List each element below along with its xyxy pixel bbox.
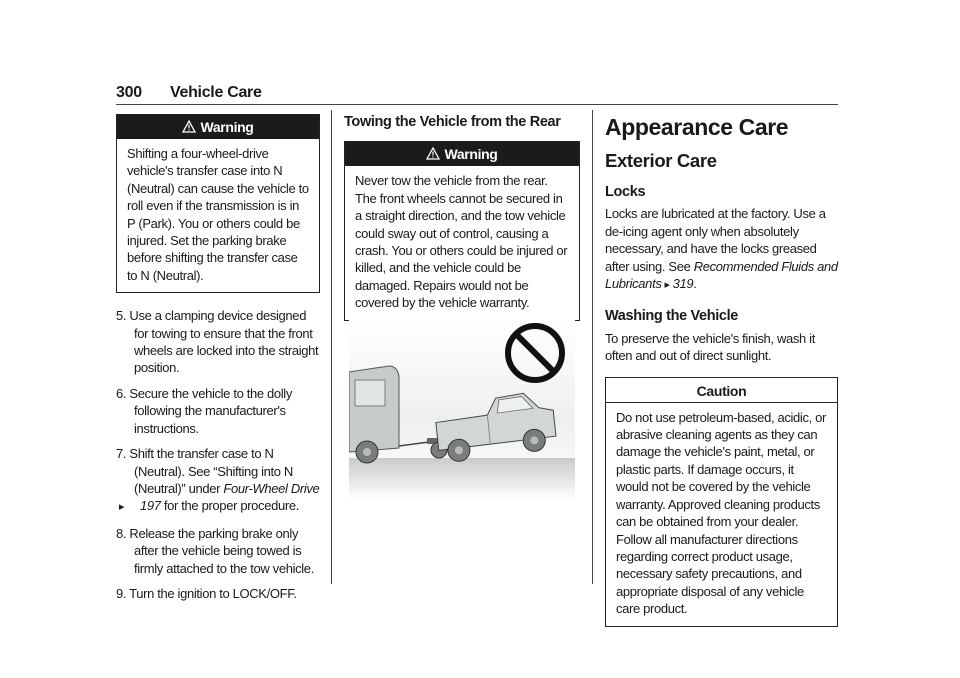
list-item: 5. Use a clamping device designed for towing to ensure that the front wheels are locked into the straight position. [116,308,319,376]
page-header [116,84,838,105]
subsection-heading: Locks [605,184,646,200]
locks-paragraph: Locks are lubricated at the factory. Use a de-icing agent only when absolutely necessary, and have the locks greased after using. See Recommended Fluids and Lubricants ▸ 319. [605,205,838,294]
warning-header [117,115,319,139]
list-item: 8. Release the parking brake only after the vehicle being towed is firmly attached to the tow vehicle. [116,525,314,576]
warning-title: Warning [444,146,498,163]
page-reference-icon: ▸ [664,279,670,292]
caution-header: Caution [606,378,837,403]
step-text-tail: for the proper procedure. [163,498,299,514]
middle-column [344,114,580,321]
cross-reference-link[interactable]: Four-Wheel Drive [223,480,320,496]
warning-title: Warning [200,119,254,135]
caution-box [605,377,838,627]
warning-text: Never tow the vehicle from the rear. The front wheels cannot be secured in a straight direction, and the tow vehicle could sway out of control, causing a crash. You or others could be injured or killed, and the vehicle could be damaged. Repairs would not be covered by the vehicle warranty. [355,173,568,311]
left-column [116,114,320,610]
page-title: Appearance Care [605,114,789,140]
page-number: 300 [116,84,142,101]
locks-text: Locks are lubricated at the factory. Use a de-icing agent only when absolutely necessary, and have the locks greased after using. See [605,206,826,274]
page-reference[interactable]: 319 [672,276,694,292]
caution-text: Do not use petroleum-based, acidic, or abrasive cleaning agents as they can damage the vehicle's paint, metal, or plastic parts. If damage occurs, it would not be covered by the vehicle warranty. Approved cleaning products can be obtained from your dealer. Follow all manufacturer directions regarding correct product usage, necessary safety precautions, and appropriate disposal of any vehicle care product. [616,409,826,617]
list-item: 9. Turn the ignition to LOCK/OFF. [116,585,297,601]
warning-triangle-icon [426,147,440,161]
warning-box [344,141,580,320]
column-divider [331,110,332,584]
page-reference[interactable]: 197 [140,498,161,514]
warning-triangle-icon [182,120,196,134]
cross-reference-link[interactable]: Recommended Fluids and Lubricants [605,258,838,292]
warning-header [345,142,579,166]
right-column [605,114,838,627]
list-item: 6. Secure the vehicle to the dolly following the manufacturer's instructions. [116,385,292,436]
section-title: Vehicle Care [170,84,262,101]
list-item: 7. Shift the transfer case to N (Neutral). See “Shifting into N (Neutral)” under Four-Wheel Drive▸ 197 for the proper procedure. [116,446,320,514]
steps-list [116,307,320,602]
section-heading: Exterior Care [605,150,717,171]
subsection-heading: Washing the Vehicle [605,308,739,325]
tow-illustration [349,320,575,500]
column-divider [592,110,593,584]
warning-text: Shifting a four-wheel-drive vehicle's transfer case into N (Neutral) can cause the vehicle to roll even if the transmission is in P (Park). You or others could be injured. Set the parking brake before shifting the transfer case to N (Neutral). [127,146,309,283]
washing-paragraph: To preserve the vehicle's finish, wash it often and out of direct sunlight. [605,330,815,364]
warning-box [116,114,320,293]
section-heading: Towing the Vehicle from the Rear [344,114,561,130]
step-text: 7. Shift the transfer case to N (Neutral). See “Shifting into N (Neutral)” under [116,446,293,496]
